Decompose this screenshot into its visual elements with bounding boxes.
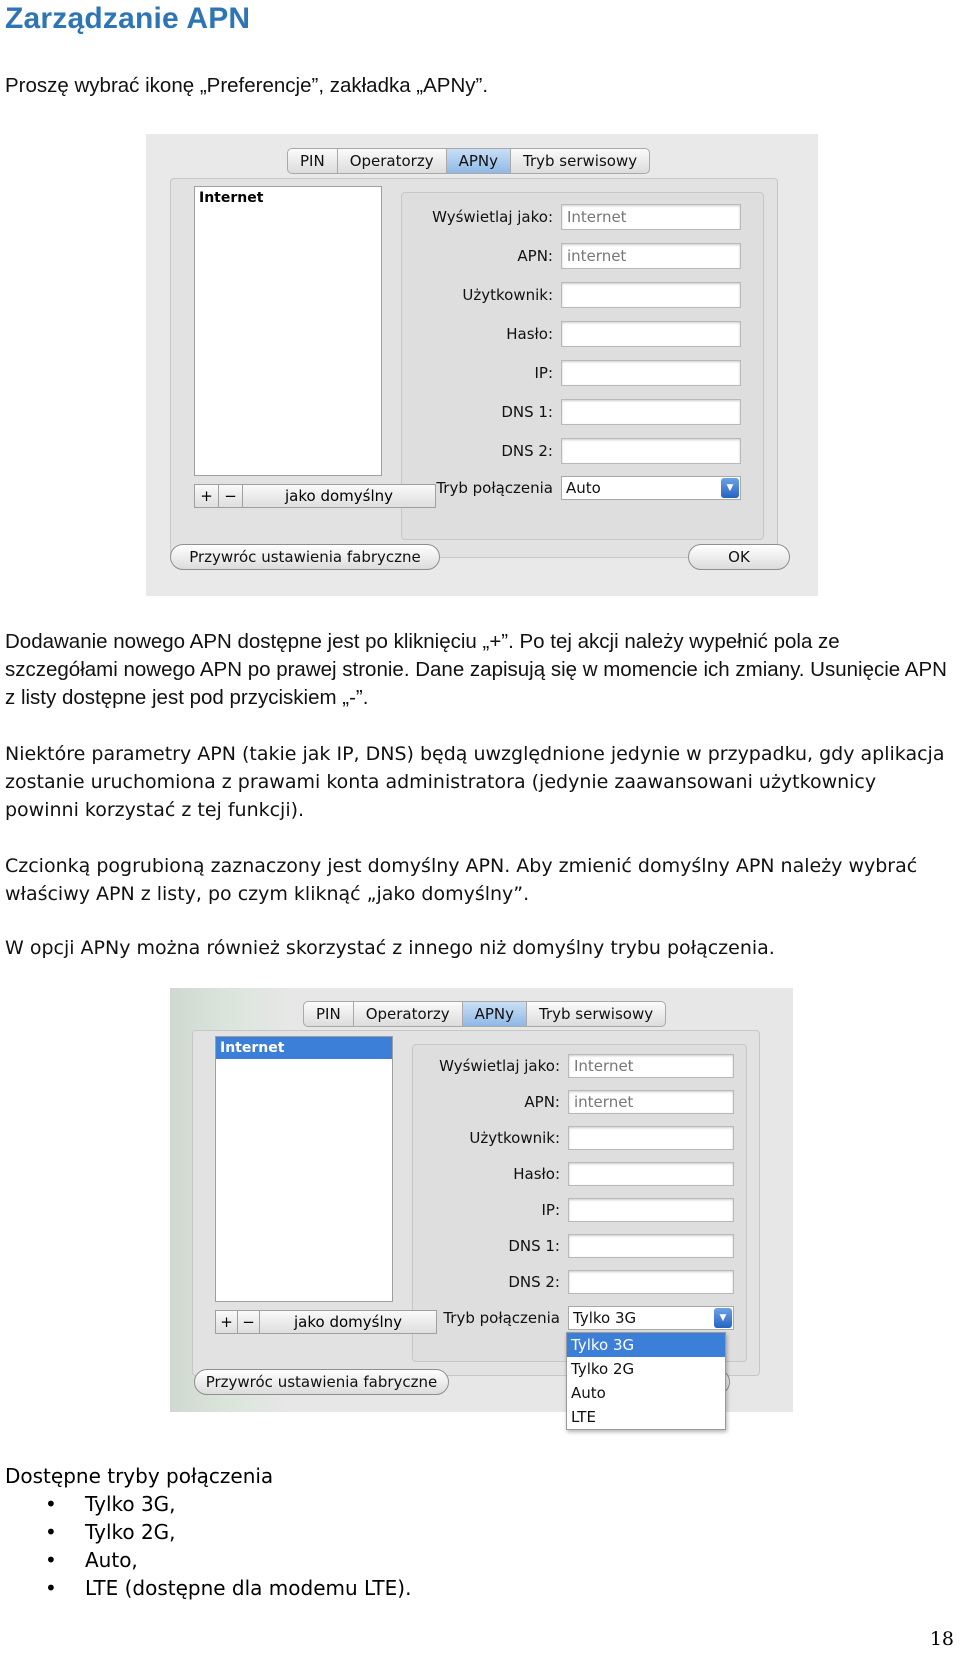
- apn-list-buttons: [194, 484, 436, 508]
- connection-mode-select[interactable]: [568, 1306, 734, 1330]
- add-apn-button[interactable]: +: [216, 1311, 238, 1333]
- apn-field[interactable]: internet: [568, 1090, 734, 1114]
- list-item: • Tylko 2G,: [45, 1518, 411, 1546]
- intro-text: Proszę wybrać ikonę „Preferencje”, zakładka „APNy”.: [5, 74, 489, 97]
- field-label: DNS 2:: [508, 1273, 560, 1291]
- tab-operatorzy[interactable]: Operatorzy: [338, 149, 447, 173]
- restore-defaults-button[interactable]: Przywróc ustawienia fabryczne: [170, 544, 440, 570]
- dns2-field[interactable]: [561, 438, 741, 464]
- ip-field[interactable]: [568, 1198, 734, 1222]
- remove-apn-button[interactable]: −: [219, 485, 243, 507]
- tab-tryb-serwisowy[interactable]: Tryb serwisowy: [539, 1005, 654, 1023]
- set-default-button[interactable]: jako domyślny: [293, 1313, 402, 1331]
- tab-pin[interactable]: PIN: [288, 149, 338, 173]
- list-item[interactable]: Internet: [216, 1037, 392, 1059]
- list-item: • Auto,: [45, 1546, 411, 1574]
- field-label: Użytkownik:: [469, 1129, 560, 1147]
- add-apn-button[interactable]: +: [195, 485, 219, 507]
- password-field[interactable]: [561, 321, 741, 347]
- field-label: Hasło:: [506, 325, 553, 343]
- connection-mode-value: Tylko 3G: [573, 1309, 637, 1327]
- apn-list[interactable]: [215, 1036, 393, 1302]
- page-title: Zarządzanie APN: [5, 2, 251, 35]
- dropdown-option-3g[interactable]: Tylko 3G: [567, 1333, 725, 1357]
- remove-apn-button[interactable]: −: [238, 1311, 260, 1333]
- list-item[interactable]: Internet: [199, 190, 264, 206]
- apn-preferences-window-dropdown: [170, 988, 793, 1426]
- dns1-field[interactable]: [561, 399, 741, 425]
- page-number: 18: [929, 1628, 954, 1650]
- tab-apny[interactable]: APNy: [463, 1002, 527, 1026]
- paragraph-admin: Niektóre parametry APN (takie jak IP, DNS) będą uwzględnione jedynie w przypadku, gdy aplikacja zostanie uruchomiona z prawami konta administratora (jedynie zaawansowani użytkownicy powinni korzystać z tej funkcji).: [5, 743, 945, 821]
- tab-apny[interactable]: APNy: [447, 149, 511, 173]
- restore-defaults-button[interactable]: Przywróc ustawienia fabryczne: [194, 1369, 449, 1395]
- list-item: • LTE (dostępne dla modemu LTE).: [45, 1574, 411, 1602]
- dns2-field[interactable]: [568, 1270, 734, 1294]
- modes-list: [45, 1490, 411, 1602]
- dropdown-option-2g[interactable]: Tylko 2G: [571, 1360, 635, 1378]
- chevron-down-icon: ▼: [714, 1308, 732, 1328]
- ip-field[interactable]: [561, 360, 741, 386]
- connection-mode-label: Tryb połączenia: [443, 1309, 560, 1327]
- username-field[interactable]: [568, 1126, 734, 1150]
- apn-form: [420, 1054, 734, 1354]
- tab-bar: [303, 1001, 666, 1027]
- display-name-field[interactable]: Internet: [568, 1054, 734, 1078]
- paragraph-modes: W opcji APNy można również skorzystać z innego niż domyślny trybu połączenia.: [5, 937, 775, 959]
- username-field[interactable]: [561, 282, 741, 308]
- field-label: DNS 1:: [501, 403, 553, 421]
- connection-mode-select[interactable]: [561, 476, 741, 500]
- list-item: • Tylko 3G,: [45, 1490, 411, 1518]
- chevron-down-icon: ▼: [721, 478, 739, 498]
- connection-mode-dropdown[interactable]: [566, 1332, 726, 1430]
- ok-button[interactable]: OK: [688, 544, 790, 570]
- tab-pin[interactable]: PIN: [304, 1002, 354, 1026]
- display-name-field[interactable]: Internet: [561, 204, 741, 230]
- apn-form: [406, 204, 741, 524]
- modes-heading: Dostępne tryby połączenia: [5, 1464, 274, 1488]
- apn-preferences-window: [146, 134, 818, 596]
- field-label: Wyświetlaj jako:: [439, 1057, 560, 1075]
- apn-list[interactable]: [194, 186, 382, 476]
- tab-operatorzy[interactable]: Operatorzy: [354, 1002, 463, 1026]
- connection-mode-label: Tryb połączenia: [436, 479, 553, 497]
- field-label: Użytkownik:: [462, 286, 553, 304]
- password-field[interactable]: [568, 1162, 734, 1186]
- field-label: Hasło:: [513, 1165, 560, 1183]
- field-label: Wyświetlaj jako:: [432, 208, 553, 226]
- tab-tryb-serwisowy[interactable]: Tryb serwisowy: [523, 152, 638, 170]
- field-label: DNS 2:: [501, 442, 553, 460]
- dropdown-option-auto[interactable]: Auto: [571, 1384, 606, 1402]
- field-label: APN:: [524, 1093, 560, 1111]
- apn-field[interactable]: internet: [561, 243, 741, 269]
- set-default-button[interactable]: jako domyślny: [284, 487, 393, 505]
- dns1-field[interactable]: [568, 1234, 734, 1258]
- field-label: DNS 1:: [508, 1237, 560, 1255]
- field-label: APN:: [517, 247, 553, 265]
- connection-mode-value: Auto: [566, 479, 601, 497]
- apn-list-buttons: [215, 1310, 437, 1334]
- tab-bar: [287, 148, 650, 174]
- dropdown-option-lte[interactable]: LTE: [571, 1408, 596, 1426]
- paragraph-add-remove: Dodawanie nowego APN dostępne jest po kliknięciu „+”. Po tej akcji należy wypełnić pola ze szczegółami nowego APN po prawej stronie. Dane zapisują się w momencie ich zmiany. Usunięcie APN z listy dostępne jest pod przyciskiem „-”.: [5, 630, 947, 709]
- field-label: IP:: [541, 1201, 560, 1219]
- paragraph-default: Czcionką pogrubioną zaznaczony jest domyślny APN. Aby zmienić domyślny APN należy wybrać właściwy APN z listy, po czym kliknąć „jako domyślny”.: [5, 855, 918, 905]
- field-label: IP:: [534, 364, 553, 382]
